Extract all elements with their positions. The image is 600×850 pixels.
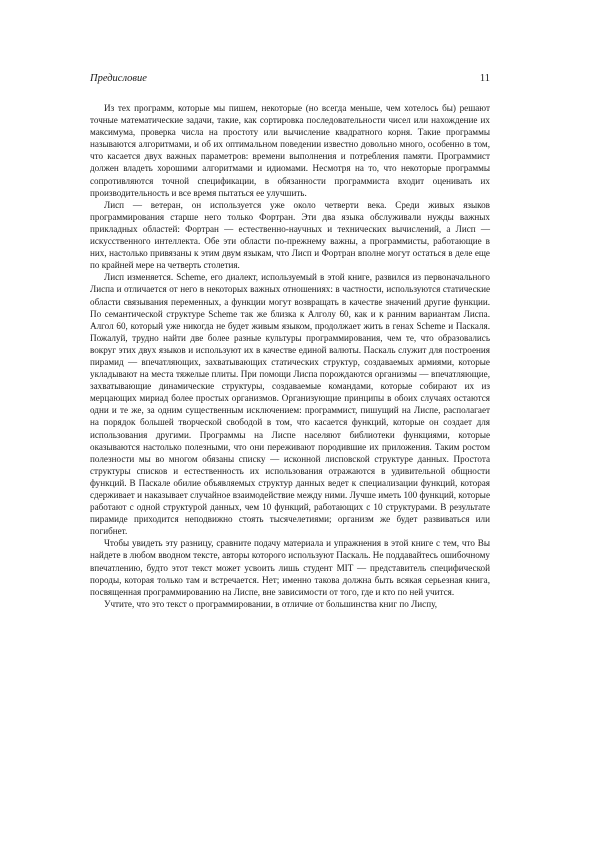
running-head	[90, 73, 490, 89]
paragraph-programming-text: Учтите, что это текст о программировании, в отличие от большинства книг по Лиспу,	[104, 598, 438, 609]
page-number: 11	[479, 73, 490, 84]
body-text	[90, 102, 490, 610]
running-title: Предисловие	[90, 73, 147, 84]
paragraph-lisp-veteran: Лисп — ветеран, он используется уже около четверти века. Среди живых языков программирования старше него только Фортран. Эти два языка обслуживали нужды важных прикладных областей: Фортран — естественно-научных и технических вычислений, а Лисп — искусственного интеллекта. Обе эти области по-прежнему важны, а программисты, работающие в них, настолько привязаны к этим двум языкам, что Лисп и Фортран вполне могут остаться в деле еще по крайней мере на четверть столетия.	[90, 199, 490, 271]
paragraph-compare-pascal: Чтобы увидеть эту разницу, сравните подачу материала и упражнения в этой книге с тем, что Вы найдете в любом вводном тексте, авторы которого используют Паскаль. Не поддавайтесь ошибочному впечатлению, будто этот текст может усвоить лишь студент MIT — представитель специфической породы, которая только там и встречается. Нет; именно такова должна быть всякая серьезная книга, посвященная программированию на Лиспе, вне зависимости от того, где и кто по ней учится.	[90, 538, 490, 597]
paragraph-algorithms: Из тех программ, которые мы пишем, некоторые (но всегда меньше, чем хотелось бы) решают точные математические задачи, такие, как сортировка последовательности чисел или нахождение их максимума, проверка числа на простоту или вычисление квадратного корня. Такие программы называются алгоритмами, и об их оптимальном поведении известно довольно много, особенно в том, что касается двух важных параметров: времени выполнения и потребления памяти. Программист должен владеть хорошими алгоритмами и идиомами. Несмотря на то, что некоторые программы сопротивляются точной спецификации, в обязанности программиста входит оценивать их производительность и все время пытаться ее улучшить.	[90, 103, 490, 198]
paragraph-lisp-changes: Лисп изменяется. Scheme, его диалект, используемый в этой книге, развился из первоначального Лиспа и отличается от него в некоторых важных отношениях: в частности, используются статические области связывания переменных, а функции могут возвращать в качестве значений другие функции. По семантической структуре Scheme так же близка к Алголу 60, как и к ранним вариантам Лиспа. Алгол 60, который уже никогда не будет живым языком, продолжает жить в генах Scheme и Паскаля. Пожалуй, трудно найти две более разные культуры программирования, чем те, что образовались вокруг этих двух языков и используют их в качестве единой валюты. Паскаль служит для построения пирамид — впечатляющих, захватывающих статических структур, создаваемых армиями, которые укладывают на места тяжелые плиты. При помощи Лиспа порождаются организмы — впечатляющие, захватывающие динамические структуры, создаваемые командами, которые собирают их из мерцающих мириад более простых организмов. Организующие принципы в обоих случаях остаются одни и те же, за одним существенным исключением: программист, пишущий на Лиспе, располагает на порядок большей творческой свободой в том, что касается функций, которые он создает для использования другими. Программы на Лиспе населяют библиотеки функциями, которые оказываются настолько полезными, что они переживают породившие их приложения. Таким ростом полезности мы во многом обязаны списку — исконной лисповской структуре данных. Простота структуры списков и естественность их использования отражаются в удивительной общности функций. В Паскале обилие объявляемых структур данных ведет к специализации функций, которая сдерживает и наказывает случайное взаимодействие между ними. Лучше иметь 100 функций, которые работают с одной структурой данных, чем 10 функций, работающих с 10 структурами. В результате пирамиде приходится неподвижно стоять тысячелетиями; организм же будет развиваться или погибнет.	[90, 272, 490, 537]
